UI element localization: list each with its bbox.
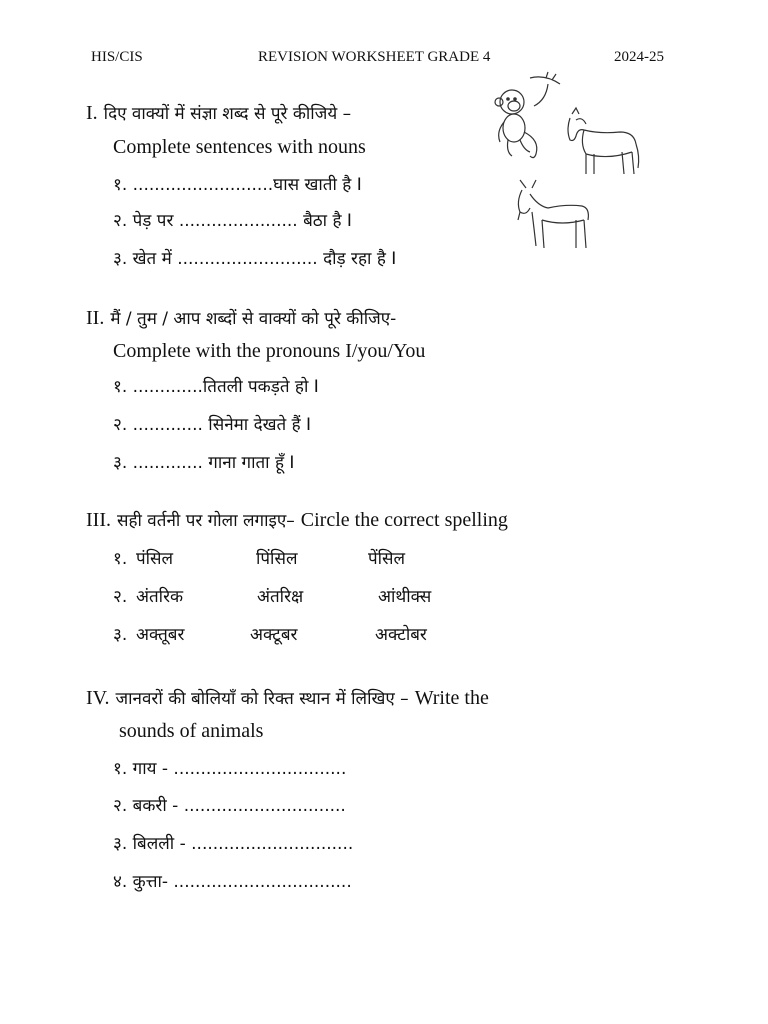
spelling-row-number: १. xyxy=(113,549,128,569)
section-4-item: २. बकरी - .............................. xyxy=(113,796,346,816)
spelling-option[interactable]: अंतरिक xyxy=(136,587,184,607)
section-4-english-title-part1: Write the xyxy=(414,687,489,709)
spelling-option[interactable]: अक्तूबर xyxy=(136,625,185,645)
section-1-item: १. ..........................घास खाती है I xyxy=(113,175,362,195)
section-4-hindi-title: जानवरों की बोलियाँ को रिक्त स्थान में लिखिए – xyxy=(115,689,409,709)
section-1-numeral: I. xyxy=(86,102,98,124)
spelling-option[interactable]: अक्टोबर xyxy=(375,625,427,645)
section-2-item: १. .............तितली पकड़ते हो I xyxy=(113,377,319,397)
header-year: 2024-25 xyxy=(614,49,664,65)
spelling-option[interactable]: पेंसिल xyxy=(368,549,406,569)
spelling-row-number: ३. xyxy=(113,625,128,645)
section-1-item: ३. खेत में .......................... दौड़ रहा है I xyxy=(113,249,397,269)
section-2-english-title: Complete with the pronouns I/you/You xyxy=(113,340,426,362)
section-3-english-title: Circle the correct spelling xyxy=(300,509,508,531)
section-3-title xyxy=(86,508,508,532)
section-4-item: १. गाय - ................................ xyxy=(113,759,347,779)
spelling-row-number: २. xyxy=(113,587,128,607)
section-2-item: ३. ............. गाना गाता हूँ I xyxy=(113,453,295,473)
section-2-item: २. ............. सिनेमा देखते हैं I xyxy=(113,415,312,435)
section-4-english-title-part2: sounds of animals xyxy=(119,720,264,742)
spelling-option[interactable]: पंसिल xyxy=(136,549,174,569)
section-3-hindi-title: सही वर्तनी पर गोला लगाइए– xyxy=(116,511,295,531)
spelling-option[interactable]: अक्टूबर xyxy=(250,625,298,645)
spelling-option[interactable]: पिंसिल xyxy=(256,549,298,569)
section-1-hindi-title: दिए वाक्यों में संज्ञा शब्द से पूरे कीजिये – xyxy=(103,104,352,124)
section-4-title xyxy=(86,686,489,710)
animal-illustrations xyxy=(490,70,650,270)
monkey-icon xyxy=(495,72,560,158)
header-school: HIS/CIS xyxy=(91,49,143,65)
section-2-title xyxy=(86,306,396,330)
spelling-option[interactable]: आंथीक्स xyxy=(378,587,432,607)
section-1-item: २. पेड़ पर ...................... बैठा है I xyxy=(113,211,352,231)
section-4-numeral: IV. xyxy=(86,687,110,709)
section-1-english-title: Complete sentences with nouns xyxy=(113,136,366,158)
section-4-item: ३. बिलली - .............................. xyxy=(113,834,354,854)
section-4-item: ४. कुत्ता- ................................. xyxy=(113,872,352,892)
section-2-numeral: II. xyxy=(86,307,105,329)
section-1-title xyxy=(86,101,351,125)
section-3-numeral: III. xyxy=(86,509,111,531)
section-2-hindi-title: मैं / तुम / आप शब्दों से वाक्यों को पूरे कीजिए- xyxy=(110,309,397,329)
horse-icon xyxy=(568,108,639,174)
header-title: REVISION WORKSHEET GRADE 4 xyxy=(258,49,491,65)
goat-icon xyxy=(518,180,588,248)
spelling-option[interactable]: अंतरिक्ष xyxy=(257,587,304,607)
